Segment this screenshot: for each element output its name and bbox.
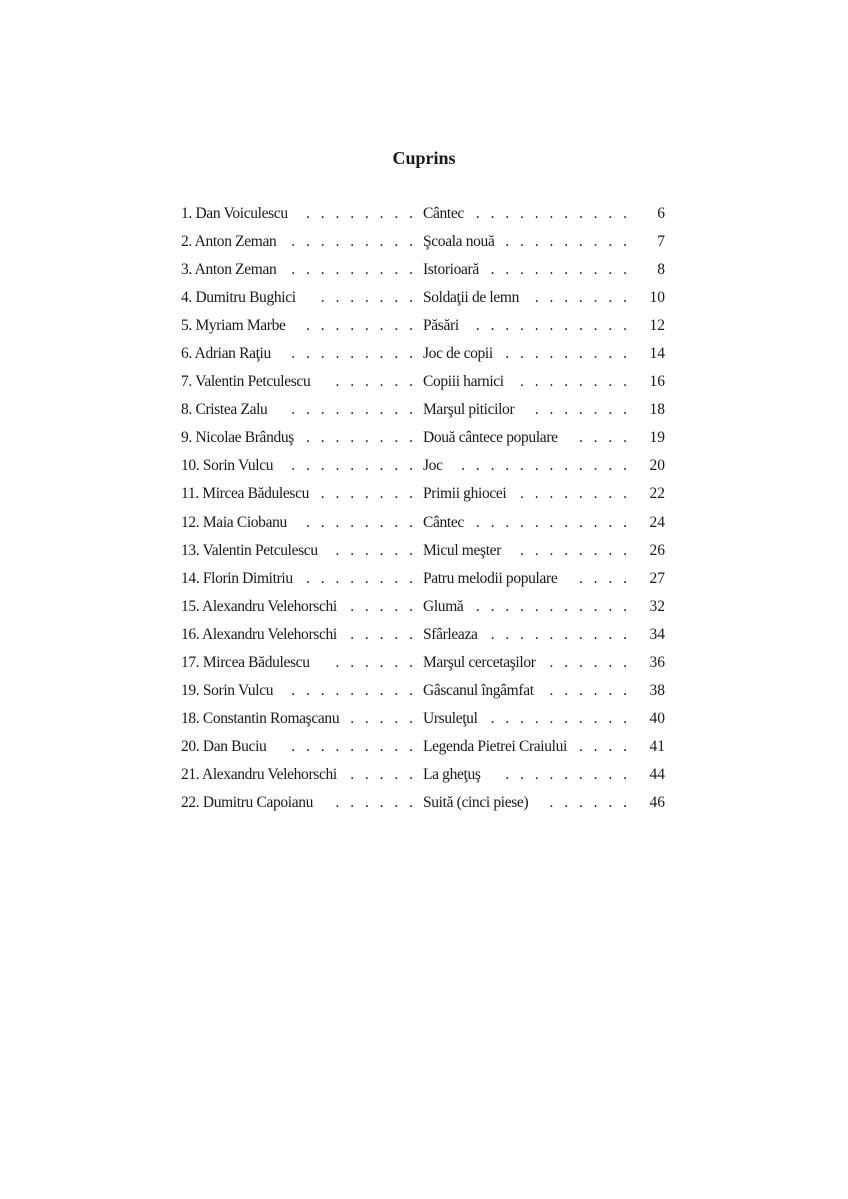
toc-page-number: 20 [649, 457, 665, 475]
table-of-contents [181, 203, 665, 820]
toc-author-cell [181, 371, 423, 393]
dot-leader: . . . . [578, 429, 627, 447]
toc-author-cell [181, 259, 423, 281]
toc-author [181, 792, 313, 814]
toc-author-name: Valentin Petculescu [195, 373, 311, 391]
toc-author [181, 708, 339, 730]
dot-leader: . . . . . . . [320, 289, 413, 307]
toc-piece-cell [423, 231, 637, 253]
toc-author-name: Sorin Vulcu [202, 681, 274, 699]
toc-page-number: 19 [649, 429, 665, 447]
toc-page-number: 41 [649, 737, 665, 755]
toc-author-name: Florin Dimitriu [202, 569, 293, 587]
toc-title: Cuprins [392, 148, 456, 168]
dot-leader: . . . . . . . . [306, 569, 413, 587]
dot-leader: . . . . . . . . . [505, 233, 627, 251]
toc-piece-cell [423, 455, 637, 477]
toc-entry[interactable] [181, 259, 665, 287]
toc-page-number: 14 [649, 345, 665, 363]
toc-author [181, 343, 271, 365]
toc-author-cell [181, 792, 423, 814]
toc-piece-title: Istorioară [423, 261, 479, 279]
dot-leader: . . . . . . [549, 681, 627, 699]
toc-author-name: Anton Zeman [194, 261, 277, 279]
toc-piece-title: Joc [423, 457, 443, 475]
toc-piece-title: Cântec [423, 205, 464, 222]
dot-leader: . . . . . . . . [306, 429, 413, 447]
toc-entry[interactable] [181, 483, 665, 511]
toc-author-cell [181, 568, 423, 590]
toc-piece-title: Marşul cercetaşilor [423, 653, 536, 671]
toc-entry-number: 20. [181, 737, 200, 755]
dot-leader: . . . . [578, 569, 627, 587]
toc-page-number: 38 [649, 681, 665, 699]
toc-author-name: Dumitru Bughici [195, 289, 296, 307]
toc-piece-cell [423, 652, 637, 674]
toc-piece-cell [423, 680, 637, 702]
dot-leader: . . . . . . . . [520, 485, 627, 503]
toc-entry-number: 13. [181, 541, 200, 559]
toc-entry-number: 1. [181, 205, 192, 222]
dot-leader: . . . . . . . . . [505, 765, 627, 783]
toc-page-number: 34 [649, 625, 665, 643]
toc-piece-title: Legenda Pietrei Craiului [423, 737, 567, 755]
toc-author-name: Maia Ciobanu [202, 513, 287, 531]
toc-entry[interactable] [181, 371, 665, 399]
toc-page-number: 12 [649, 317, 665, 335]
dot-leader: . . . . . . . . . . [490, 625, 627, 643]
toc-author [181, 680, 273, 702]
dot-leader: . . . . [578, 737, 627, 755]
toc-entry[interactable] [181, 343, 665, 371]
toc-piece-cell [423, 512, 637, 534]
toc-page-number: 10 [649, 289, 665, 307]
toc-author-cell [181, 624, 423, 646]
toc-piece-cell [423, 736, 637, 758]
toc-page-number: 18 [649, 401, 665, 419]
dot-leader: . . . . . . . . [520, 373, 627, 391]
toc-piece-cell [423, 483, 637, 505]
toc-author [181, 512, 287, 534]
toc-piece-title: Păsări [423, 317, 459, 335]
toc-author-name: Nicolae Brânduş [195, 429, 294, 447]
toc-page-number: 16 [649, 373, 665, 391]
dot-leader: . . . . . . . . . . . . [461, 457, 627, 475]
toc-author-cell [181, 399, 423, 421]
toc-author-cell [181, 680, 423, 702]
toc-piece-cell [423, 287, 637, 309]
dot-leader: . . . . . . . . . . . [475, 513, 627, 531]
toc-entry[interactable] [181, 652, 665, 680]
toc-page-number: 24 [649, 513, 665, 531]
toc-entry[interactable] [181, 315, 665, 343]
toc-entry-number: 4. [181, 289, 192, 307]
toc-author-cell [181, 736, 423, 758]
toc-piece-title: Joc de copii [423, 345, 493, 363]
toc-entry-number: 15. [181, 597, 200, 615]
dot-leader: . . . . . . . . . . . [475, 317, 627, 335]
toc-author [181, 427, 294, 449]
toc-author-cell [181, 231, 423, 253]
dot-leader: . . . . . . [335, 373, 413, 391]
toc-author [181, 231, 276, 253]
toc-author-cell [181, 540, 423, 562]
toc-author [181, 371, 310, 393]
toc-entry-number: 2. [181, 233, 192, 251]
toc-piece-title: Ursuleţul [423, 709, 478, 727]
toc-author-name: Sorin Vulcu [202, 457, 274, 475]
dot-leader: . . . . . . . . [306, 205, 413, 222]
toc-piece-cell [423, 708, 637, 730]
toc-author-cell [181, 455, 423, 477]
toc-piece-cell [423, 427, 637, 449]
toc-entry[interactable] [181, 427, 665, 455]
toc-piece-title: Soldaţii de lemn [423, 289, 519, 307]
toc-page-number: 32 [649, 597, 665, 615]
toc-author [181, 540, 318, 562]
toc-author [181, 399, 267, 421]
toc-author [181, 259, 276, 281]
toc-entry[interactable] [181, 736, 665, 764]
toc-page-number: 22 [649, 485, 665, 503]
toc-author-name: Cristea Zalu [195, 401, 268, 419]
dot-leader: . . . . . . . [534, 401, 627, 419]
toc-author-cell [181, 652, 423, 674]
toc-author [181, 568, 293, 590]
toc-piece-cell [423, 568, 637, 590]
dot-leader: . . . . . . [335, 793, 413, 811]
dot-leader: . . . . . . . . . [291, 737, 413, 755]
toc-piece-title: Cântec [423, 513, 464, 531]
toc-entry-number: 10. [181, 457, 200, 475]
toc-piece-cell [423, 624, 637, 646]
toc-piece-cell [423, 764, 637, 786]
toc-author [181, 315, 286, 337]
toc-author-cell [181, 315, 423, 337]
toc-author-name: Anton Zeman [194, 233, 277, 251]
toc-page-number: 46 [649, 793, 665, 811]
toc-piece-title: La gheţuş [423, 765, 481, 783]
dot-leader: . . . . . . [335, 541, 413, 559]
toc-author-cell [181, 427, 423, 449]
toc-entry-number: 14. [181, 569, 200, 587]
toc-piece-cell [423, 540, 637, 562]
toc-piece-title: Gâscanul îngâmfat [423, 681, 534, 699]
dot-leader: . . . . . [350, 765, 413, 783]
dot-leader: . . . . . . [335, 653, 413, 671]
toc-page-number: 44 [649, 765, 665, 783]
toc-author [181, 287, 296, 309]
toc-entry-number: 8. [181, 401, 192, 419]
toc-entry-number: 6. [181, 345, 192, 363]
dot-leader: . . . . . . . [320, 485, 413, 503]
toc-author-cell [181, 764, 423, 786]
toc-piece-title: Micul meşter [423, 541, 502, 559]
dot-leader: . . . . . . . . . [291, 681, 413, 699]
toc-piece-cell [423, 399, 637, 421]
toc-entry-number: 11. [181, 485, 199, 503]
toc-entry-number: 16. [181, 625, 200, 643]
toc-page-number: 7 [657, 233, 665, 251]
toc-entry[interactable] [181, 399, 665, 427]
toc-author [181, 652, 310, 674]
toc-entry[interactable] [181, 287, 665, 315]
toc-author-cell [181, 483, 423, 505]
toc-entry[interactable] [181, 596, 665, 624]
toc-author-cell [181, 203, 423, 225]
toc-author [181, 764, 337, 786]
toc-entry-number: 18. [181, 709, 200, 727]
toc-author [181, 483, 309, 505]
toc-page-number: 36 [649, 653, 665, 671]
toc-piece-cell [423, 203, 637, 225]
toc-author-name: Alexandru Velehorschi [202, 625, 337, 643]
toc-author [181, 455, 273, 477]
toc-entry[interactable] [181, 455, 665, 483]
toc-entry-number: 17. [181, 653, 200, 671]
toc-piece-cell [423, 259, 637, 281]
toc-author-name: Alexandru Velehorschi [202, 597, 337, 615]
dot-leader: . . . . . [350, 709, 413, 727]
toc-entry[interactable] [181, 708, 665, 736]
toc-author-cell [181, 708, 423, 730]
toc-author-name: Dan Buciu [202, 737, 267, 755]
toc-piece-title: Copiii harnici [423, 373, 504, 391]
toc-author-name: Dumitru Capoianu [202, 793, 314, 811]
toc-entry-number: 9. [181, 429, 192, 447]
toc-author [181, 624, 337, 646]
toc-piece-title: Două cântece populare [423, 429, 558, 447]
toc-piece-cell [423, 792, 637, 814]
toc-entry-number: 22. [181, 793, 200, 811]
toc-author-cell [181, 343, 423, 365]
toc-entry-number: 5. [181, 317, 192, 335]
toc-entry-number: 3. [181, 261, 192, 279]
toc-author-name: Alexandru Velehorschi [202, 765, 337, 783]
toc-author [181, 736, 266, 758]
dot-leader: . . . . . . . [534, 289, 627, 307]
toc-entry[interactable] [181, 231, 665, 259]
toc-entry-number: 21. [181, 765, 200, 783]
toc-piece-title: Glumă [423, 597, 464, 615]
dot-leader: . . . . . . . . . . [490, 261, 627, 279]
toc-author-cell [181, 287, 423, 309]
toc-piece-cell [423, 343, 637, 365]
toc-author [181, 203, 288, 225]
dot-leader: . . . . . . . . . [291, 401, 413, 419]
toc-entry[interactable] [181, 568, 665, 596]
dot-leader: . . . . . [350, 597, 413, 615]
dot-leader: . . . . . . . . . [291, 457, 413, 475]
toc-entry-number: 19. [181, 681, 200, 699]
dot-leader: . . . . . . . . . [291, 345, 413, 363]
toc-page-number: 27 [649, 569, 665, 587]
toc-page-number: 26 [649, 541, 665, 559]
toc-author-cell [181, 596, 423, 618]
toc-entry-number: 7. [181, 373, 192, 391]
dot-leader: . . . . . . . . [306, 317, 413, 335]
dot-leader: . . . . . . . . . . . [475, 597, 627, 615]
toc-piece-title: Primii ghiocei [423, 485, 507, 503]
dot-leader: . . . . . . [549, 793, 627, 811]
toc-piece-title: Suită (cinci piese) [423, 793, 529, 811]
toc-author-name: Valentin Petculescu [202, 541, 318, 559]
toc-author [181, 596, 337, 618]
toc-entry[interactable] [181, 792, 665, 820]
toc-author-name: Mircea Bădulescu [202, 485, 310, 503]
toc-author-name: Mircea Bădulescu [202, 653, 310, 671]
toc-author-name: Myriam Marbe [195, 317, 286, 335]
toc-piece-cell [423, 596, 637, 618]
toc-entry[interactable] [181, 624, 665, 652]
toc-author-name: Adrian Raţiu [194, 345, 271, 363]
toc-piece-cell [423, 371, 637, 393]
toc-piece-title: Patru melodii populare [423, 569, 558, 587]
toc-entry-number: 12. [181, 513, 200, 531]
dot-leader: . . . . . . [549, 653, 627, 671]
dot-leader: . . . . . . . . [520, 541, 627, 559]
toc-piece-title: Sfârleaza [423, 625, 478, 643]
dot-leader: . . . . . . . . . [291, 261, 413, 279]
dot-leader: . . . . . . . . . . . [475, 205, 627, 222]
toc-entry[interactable] [181, 512, 665, 540]
toc-entry[interactable] [181, 540, 665, 568]
toc-entry[interactable] [181, 203, 665, 231]
toc-piece-title: Marşul piticilor [423, 401, 515, 419]
toc-page-number: 40 [649, 709, 665, 727]
dot-leader: . . . . . . . . . [291, 233, 413, 251]
toc-author-name: Constantin Romaşcanu [202, 709, 340, 727]
toc-piece-title: Şcoala nouă [423, 233, 495, 251]
dot-leader: . . . . . [350, 625, 413, 643]
dot-leader: . . . . . . . . . . [490, 709, 627, 727]
toc-piece-cell [423, 315, 637, 337]
toc-author-cell [181, 512, 423, 534]
dot-leader: . . . . . . . . [306, 513, 413, 531]
toc-entry[interactable] [181, 680, 665, 708]
toc-author-name: Dan Voiculescu [195, 205, 288, 222]
dot-leader: . . . . . . . . . [505, 345, 627, 363]
toc-entry[interactable] [181, 764, 665, 792]
toc-page-number: 6 [657, 205, 665, 222]
toc-page-number: 8 [657, 261, 665, 279]
